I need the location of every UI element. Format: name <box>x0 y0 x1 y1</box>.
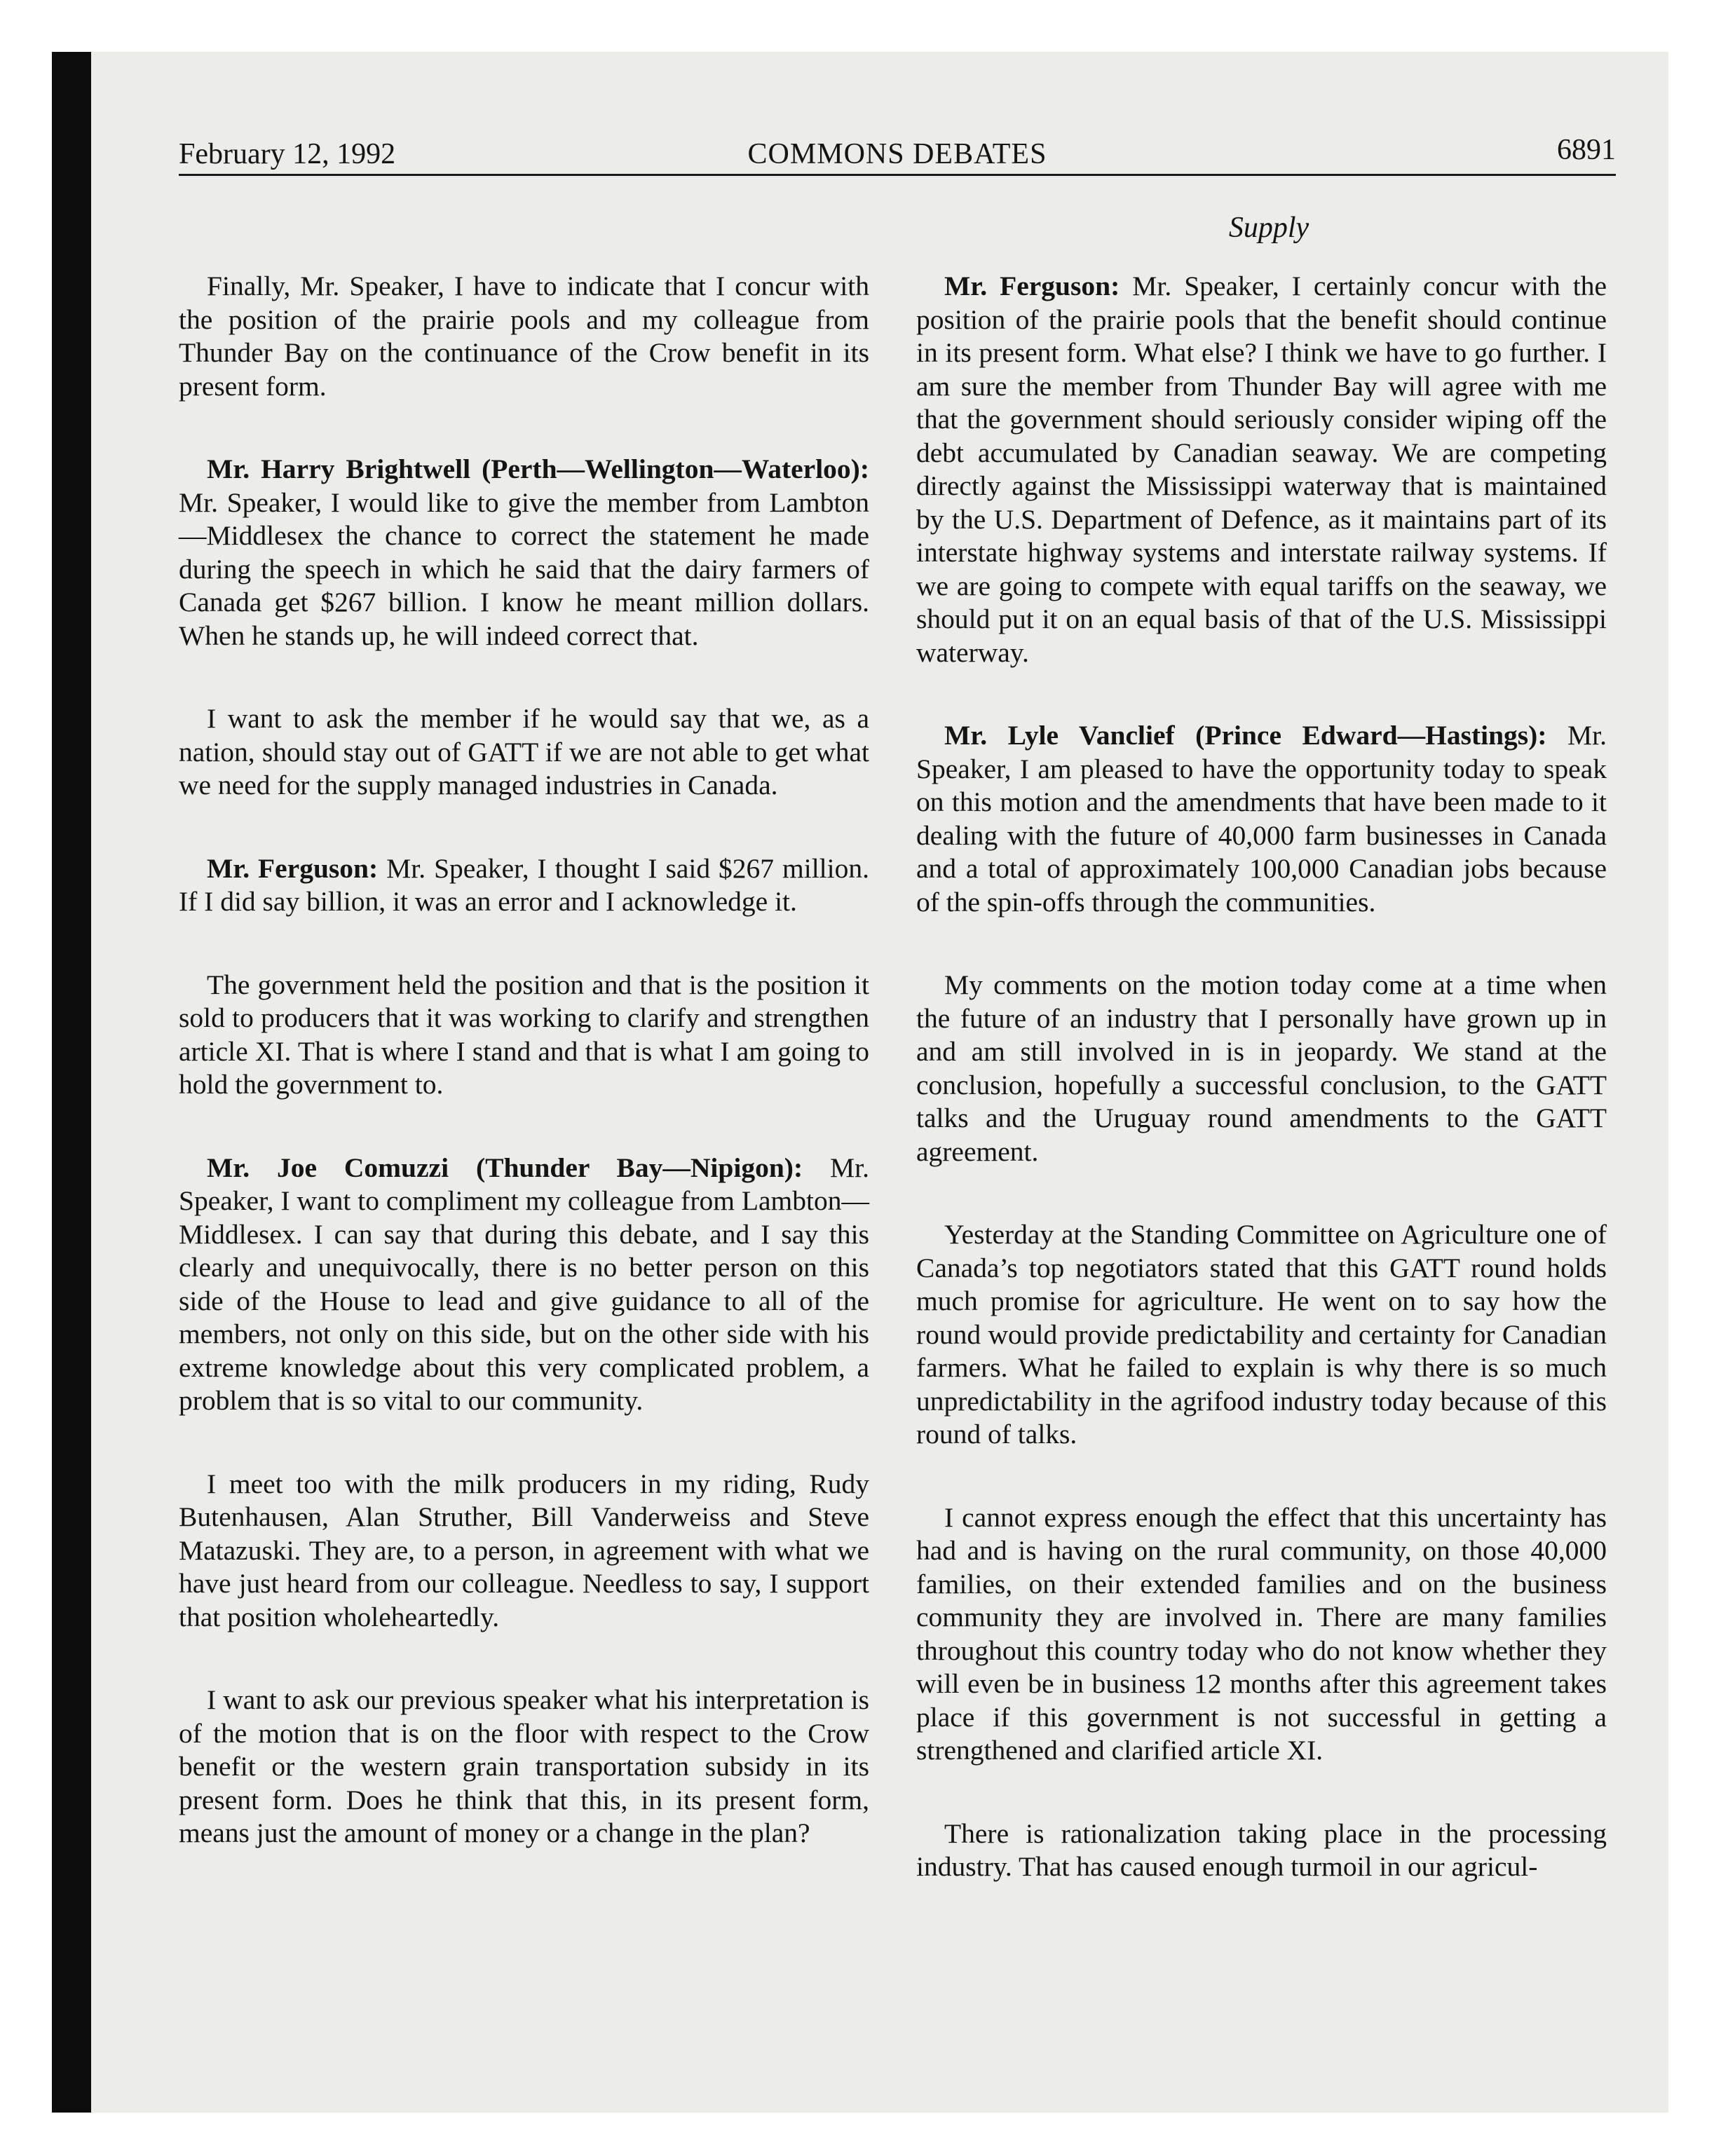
paragraph <box>179 1152 869 1418</box>
paragraph <box>179 270 869 403</box>
paragraph <box>916 719 1607 919</box>
paragraph <box>179 1468 869 1635</box>
paragraph-text: I meet too with the milk producers in my riding, Rudy Butenhausen, Alan Struther, Bill Vanderweiss and Steve Matazuski. They are, to a person, in agreement with what we have just heard from our colleague. Needless to say, I support that position wholeheartedly. <box>179 1468 869 1632</box>
paragraph-text: Yesterday at the Standing Committee on Agriculture one of Canada’s top negotiators stated that this GATT round holds much promise for agriculture. He went on to say how the round would provide predictability and certainty for Canadian farmers. What he failed to explain is why there is so much unpredictability in the agrifood industry today because of this round of talks. <box>916 1219 1607 1449</box>
paragraph <box>179 702 869 803</box>
header-rule <box>179 174 1616 176</box>
speaker-name: Mr. Lyle Vanclief (Prince Edward—Hastings): <box>944 720 1547 751</box>
paragraph <box>916 969 1607 1168</box>
right-column <box>916 270 1607 1934</box>
paragraph-text: Mr. Speaker, I thought I said $267 million. If I did say billion, it was an error and I acknowledge it. <box>179 852 870 917</box>
paragraph <box>916 1501 1607 1768</box>
paragraph-text: There is rationalization taking place in the processing industry. That has caused enough turmoil in our agricul- <box>916 1817 1607 1882</box>
paragraph <box>916 1218 1607 1452</box>
paragraph <box>179 969 869 1102</box>
page-number: 6891 <box>1557 134 1616 166</box>
header-title: COMMONS DEBATES <box>747 138 1047 170</box>
paragraph-text: Finally, Mr. Speaker, I have to indicate that I concur with the position of the prairie pools and my colleague from Thunder Bay on the continuance of the Crow benefit in its present form. <box>179 271 869 402</box>
section-title: Supply <box>1228 212 1309 244</box>
speaker-name: Mr. Ferguson: <box>207 852 379 884</box>
paragraph <box>179 1684 869 1850</box>
speaker-name: Mr. Joe Comuzzi (Thunder Bay—Nipigon): <box>207 1152 803 1183</box>
paragraph <box>179 852 869 919</box>
paragraph <box>916 1817 1607 1884</box>
paragraph <box>179 453 869 653</box>
left-column <box>179 270 869 1900</box>
paragraph-text: I want to ask the member if he would say that we, as a nation, should stay out of GATT if we are not able to get what we need for the supply managed industries in Canada. <box>179 703 869 800</box>
paragraph-text: I want to ask our previous speaker what his interpretation is of the motion that is on the floor with respect to the Crow benefit or the western grain transportation subsidy in its present form. Does he think that this, in its present form, means just the amount of money or a change in the plan? <box>179 1684 869 1848</box>
speaker-name: Mr. Ferguson: <box>944 271 1120 301</box>
paragraph-text: The government held the position and that is the position it sold to producers that it was working to clarify and strengthen article XI. That is where I stand and that is what I am going to hold the government to. <box>179 969 869 1100</box>
page-binding-edge <box>52 52 91 2113</box>
page-header <box>179 133 1616 175</box>
paragraph <box>916 270 1607 669</box>
paragraph-text: Mr. Speaker, I want to compliment my colleague from Lambton—Middlesex. I can say that during this debate, and I say this clearly and unequivocally, there is no better person on this side of the House to lead and give guidance to all of the members, not only on this side, but on the other side with his extreme knowledge about this very complicated problem, a problem that is so vital to our community. <box>179 1152 869 1416</box>
paragraph-text: I cannot express enough the effect that this uncertainty has had and is having on the rural community, on those 40,000 families, on their extended families and on the business community they are involved in. There are many families throughout this country today who do not know whether they will even be in business 12 months after this agreement takes place if this government is not successful in getting a strengthened and clarified article XI. <box>916 1501 1607 1766</box>
paragraph-text: Mr. Speaker, I would like to give the member from Lambton—Middlesex the chance to correct the statement he made during the speech in which he said that the dairy farmers of Canada get $267 billion. I know he meant million dollars. When he stands up, he will indeed correct that. <box>179 486 869 651</box>
paragraph-text: Mr. Speaker, I certainly concur with the position of the prairie pools that the benefit should continue in its present form. What else? I think we have to go further. I am sure the member from Thunder Bay will agree with me that the government should seriously consider wiping off the debt accumulated by Canadian seaway. We are competing directly against the Mississippi waterway that is maintained by the U.S. Department of Defence, as it maintains part of its interstate highway systems and interstate railway systems. If we are going to compete with equal tariffs on the seaway, we should put it on an equal basis of that of the U.S. Mississippi waterway. <box>916 271 1607 668</box>
paragraph-text: My comments on the motion today come at a time when the future of an industry that I personally have grown up in and am still involved in is in jeopardy. We stand at the conclusion, hopefully a successful conclusion, to the GATT talks and the Uruguay round amendments to the GATT agreement. <box>916 969 1607 1167</box>
header-date: February 12, 1992 <box>179 138 396 170</box>
speaker-name: Mr. Harry Brightwell (Perth—Wellington—Waterloo): <box>207 453 869 484</box>
paragraph-text: Mr. Speaker, I am pleased to have the opportunity today to speak on this motion and the amendments that have been made to it dealing with the future of 40,000 farm businesses in Canada and a total of approximately 100,000 Canadian jobs because of the spin-offs through the communities. <box>916 720 1607 917</box>
